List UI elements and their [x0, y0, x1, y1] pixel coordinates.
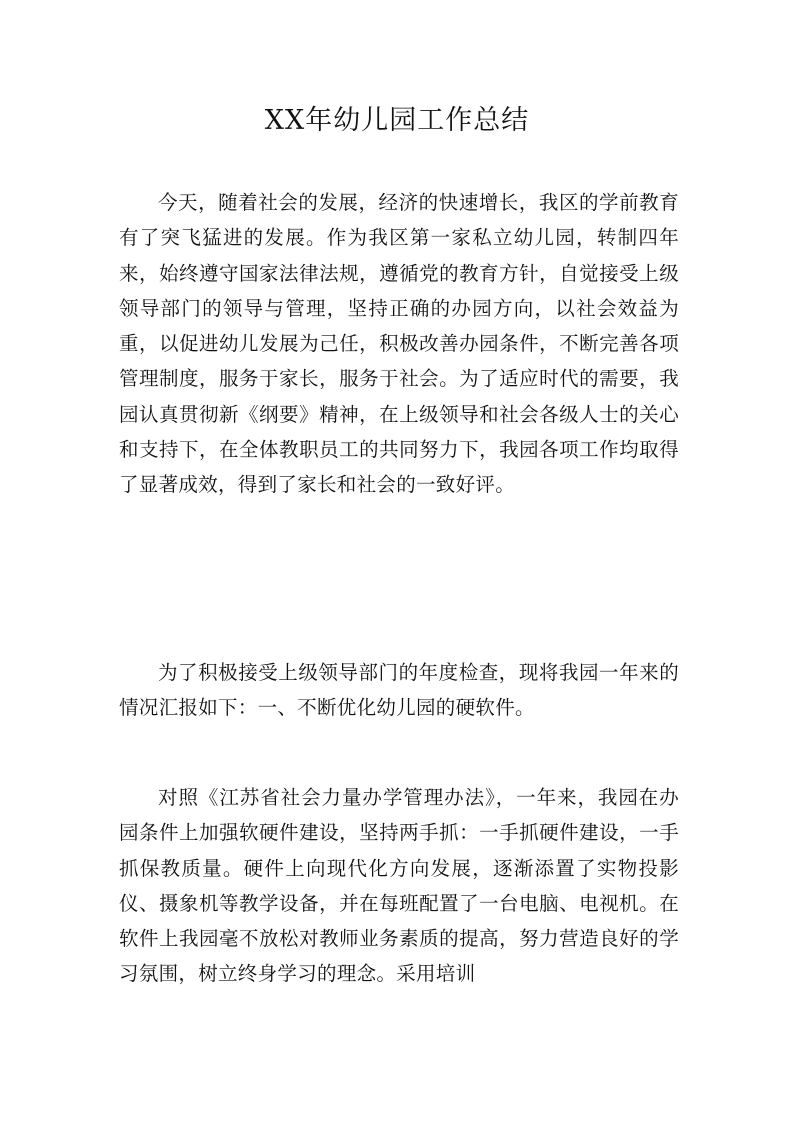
paragraph-intro: 今天，随着社会的发展，经济的快速增长，我区的学前教育有了突飞猛进的发展。作为我区第一家私立幼儿园，转制四年来，始终遵守国家法律法规，遵循党的教育方针，自觉接受上级领导部门的领导与管理，坚持正确的办园方向，以社会效益为重，以促进幼儿发展为己任，积极改善办园条件，不断完善各项管理制度，服务于家长，服务于社会。为了适应时代的需要，我园认真贯彻新《纲要》精神，在上级领导和社会各级人士的关心和支持下，在全体教职员工的共同努力下，我园各项工作均取得了显著成效，得到了家长和社会的一致好评。	[119, 191, 679, 497]
paragraph-facilities: 对照《江苏省社会力量办学管理办法》，一年来，我园在办园条件上加强软硬件建设，坚持两手抓：一手抓硬件建设，一手抓保教质量。硬件上向现代化方向发展，逐渐添置了实物投影仪、摄象机等教学设备，并在每班配置了一台电脑、电视机。在软件上我园毫不放松对教师业务素质的提高，努力营造良好的学习氛围，树立终身学习的理念。采用培训	[119, 786, 679, 986]
paragraph-report: 为了积极接受上级领导部门的年度检查，现将我园一年来的情况汇报如下：一、不断优化幼儿园的硬软件。	[119, 661, 679, 720]
document-title: XX年幼儿园工作总结	[264, 105, 530, 136]
